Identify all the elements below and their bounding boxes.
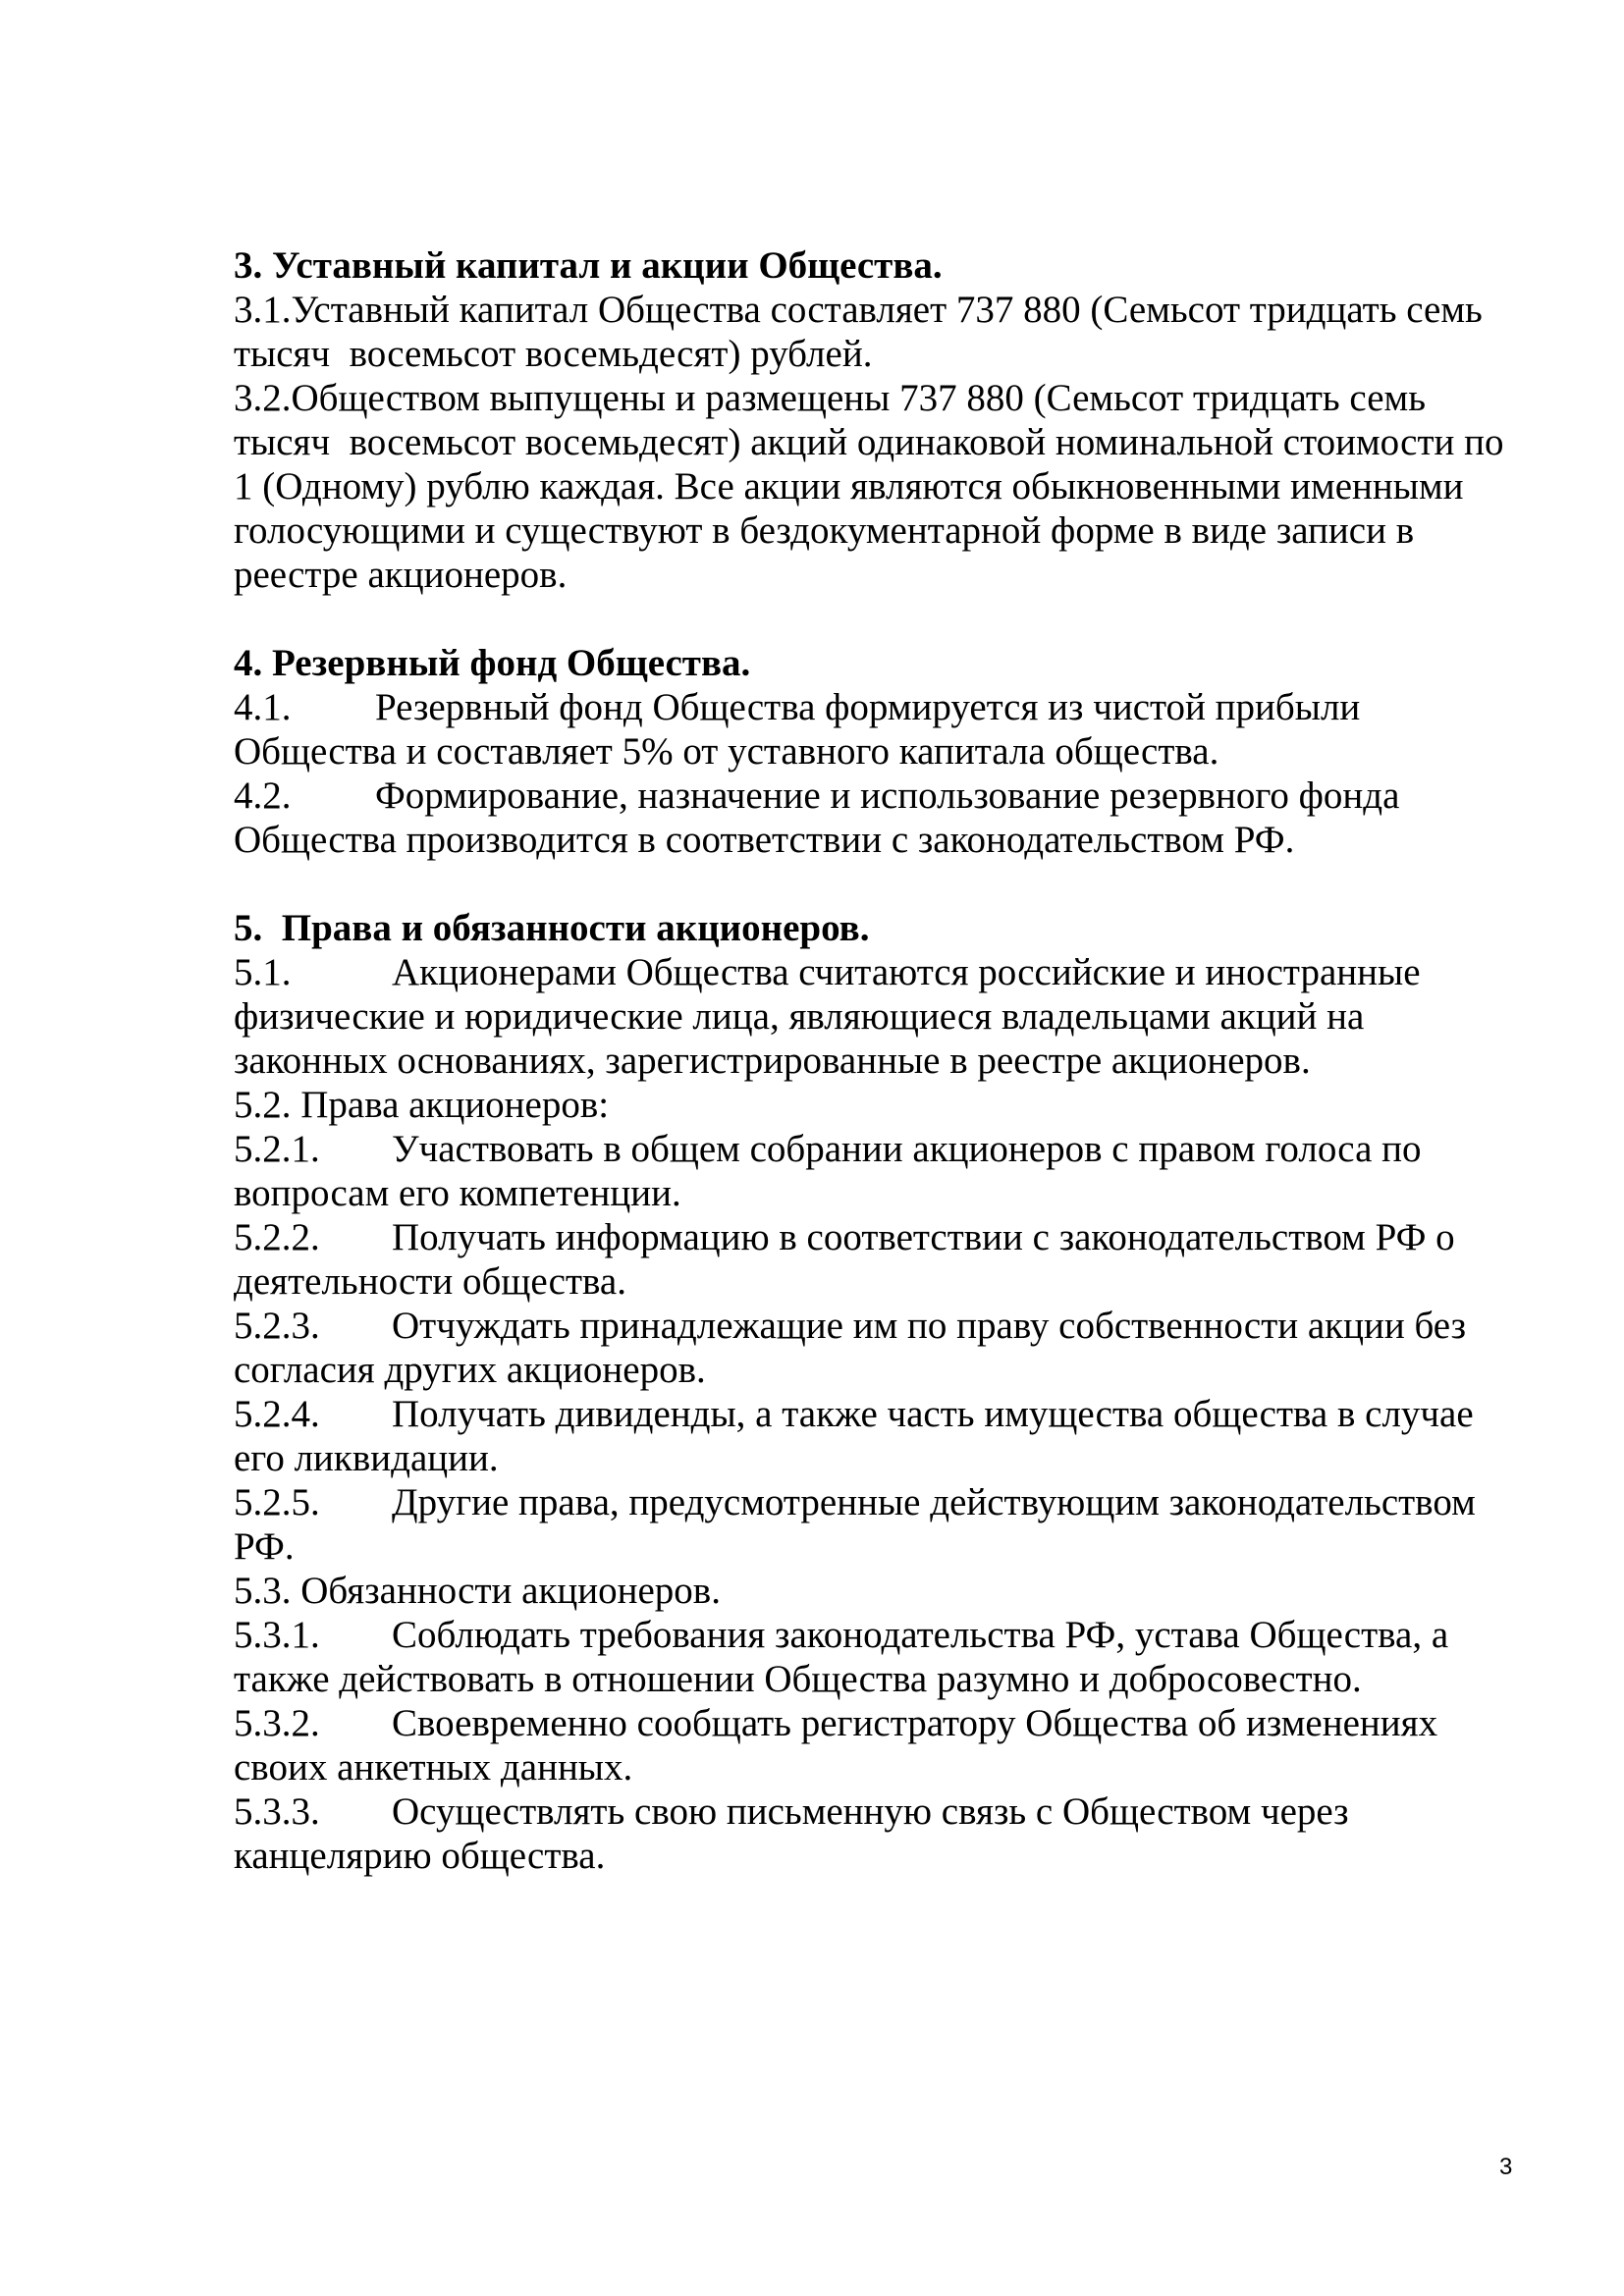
clause-text: Формирование, назначение и использование резервного фонда — [375, 774, 1400, 817]
clause-4-2-line-2: Общества производится в соответствии с законодательством РФ. — [234, 819, 1295, 861]
clause-5-3-1-line-1 — [234, 1613, 1510, 1657]
clause-5-3-2-line-1 — [234, 1701, 1510, 1745]
clause-number: 5.3.1. — [234, 1614, 320, 1656]
clause-3-2-line-3: 1 (Одному) рублю каждая. Все акции являются обыкновенными именными — [234, 465, 1464, 507]
clause-3-2-line-2: тысяч восемьсот восемьдесят) акций одинаковой номинальной стоимости по — [234, 421, 1504, 463]
clause-5-2-3-line-2: согласия других акционеров. — [234, 1349, 706, 1391]
clause-5-2-1-line-2: вопросам его компетенции. — [234, 1172, 681, 1214]
clause-3-1-line-1: 3.1.Уставный капитал Общества составляет 737 880 (Семьсот тридцать семь — [234, 289, 1483, 331]
rights-heading: 5.2. Права акционеров: — [234, 1084, 610, 1126]
clause-text: Своевременно сообщать регистратору Общества об изменениях — [392, 1702, 1438, 1744]
clause-5-3-3-line-1 — [234, 1789, 1510, 1834]
clause-5-2-2-line-2: деятельности общества. — [234, 1260, 626, 1303]
clause-4-2-line-1 — [234, 774, 1510, 818]
clause-text: Отчуждать принадлежащие им по праву собственности акции без — [392, 1305, 1466, 1347]
clause-number: 5.2.4. — [234, 1393, 320, 1435]
clause-number: 4.2. — [234, 774, 292, 817]
clause-5-1-line-2: физические и юридические лица, являющиеся владельцами акций на — [234, 995, 1365, 1038]
clause-4-1-line-2: Общества и составляет 5% от уставного капитала общества. — [234, 730, 1219, 773]
section-3-heading: 3. Уставный капитал и акции Общества. — [234, 244, 943, 287]
duties-heading: 5.3. Обязанности акционеров. — [234, 1570, 721, 1612]
clause-4-1-line-1 — [234, 685, 1510, 729]
clause-3-2-line-5: реестре акционеров. — [234, 554, 568, 596]
clause-text: Соблюдать требования законодательства РФ, устава Общества, а — [392, 1614, 1449, 1656]
clause-5-2-4-line-1 — [234, 1392, 1510, 1436]
spacer — [234, 862, 1510, 906]
clause-number: 5.2.2. — [234, 1216, 320, 1258]
section-4-heading: 4. Резервный фонд Общества. — [234, 642, 751, 684]
clause-5-2-3-line-1 — [234, 1304, 1510, 1348]
page-number: 3 — [1499, 2154, 1513, 2180]
clause-5-3-3-line-2: канцелярию общества. — [234, 1835, 606, 1877]
clause-5-2-4-line-2: его ликвидации. — [234, 1437, 499, 1479]
section-5-heading: 5. Права и обязанности акционеров. — [234, 907, 870, 949]
clause-text: Акционерами Общества считаются российские и иностранные — [392, 951, 1421, 993]
clause-number: 5.2.3. — [234, 1305, 320, 1347]
spacer — [234, 597, 1510, 641]
clause-number: 5.2.1. — [234, 1128, 320, 1170]
clause-text: Другие права, предусмотренные действующим законодательством — [392, 1481, 1476, 1523]
clause-number: 5.2.5. — [234, 1481, 320, 1523]
clause-text: Участвовать в общем собрании акционеров с правом голоса по — [392, 1128, 1422, 1170]
clause-text: Получать дивиденды, а также часть имущества общества в случае — [392, 1393, 1474, 1435]
clause-text: Получать информацию в соответствии с законодательством РФ о — [392, 1216, 1455, 1258]
document-body — [234, 243, 1510, 1878]
clause-5-2-2-line-1 — [234, 1215, 1510, 1259]
clause-3-2-line-1: 3.2.Обществом выпущены и размещены 737 880 (Семьсот тридцать семь — [234, 377, 1426, 419]
clause-5-2-1-line-1 — [234, 1127, 1510, 1171]
clause-5-1-line-3: законных основаниях, зарегистрированные в реестре акционеров. — [234, 1040, 1311, 1082]
clause-text: Осуществлять свою письменную связь с Обществом через — [392, 1790, 1349, 1833]
clause-5-2-5-line-2: РФ. — [234, 1525, 295, 1568]
clause-number: 5.1. — [234, 951, 292, 993]
clause-5-3-2-line-2: своих анкетных данных. — [234, 1746, 633, 1789]
clause-5-3-1-line-2: также действовать в отношении Общества разумно и добросовестно. — [234, 1658, 1362, 1700]
clause-3-2-line-4: голосующими и существуют в бездокументарной форме в виде записи в — [234, 509, 1415, 552]
clause-text: Резервный фонд Общества формируется из чистой прибыли — [375, 686, 1361, 728]
clause-5-1-line-1 — [234, 950, 1510, 994]
clause-number: 5.3.3. — [234, 1790, 320, 1833]
clause-number: 4.1. — [234, 686, 292, 728]
clause-5-2-5-line-1 — [234, 1480, 1510, 1524]
clause-3-1-line-2: тысяч восемьсот восемьдесят) рублей. — [234, 333, 873, 375]
clause-number: 5.3.2. — [234, 1702, 320, 1744]
